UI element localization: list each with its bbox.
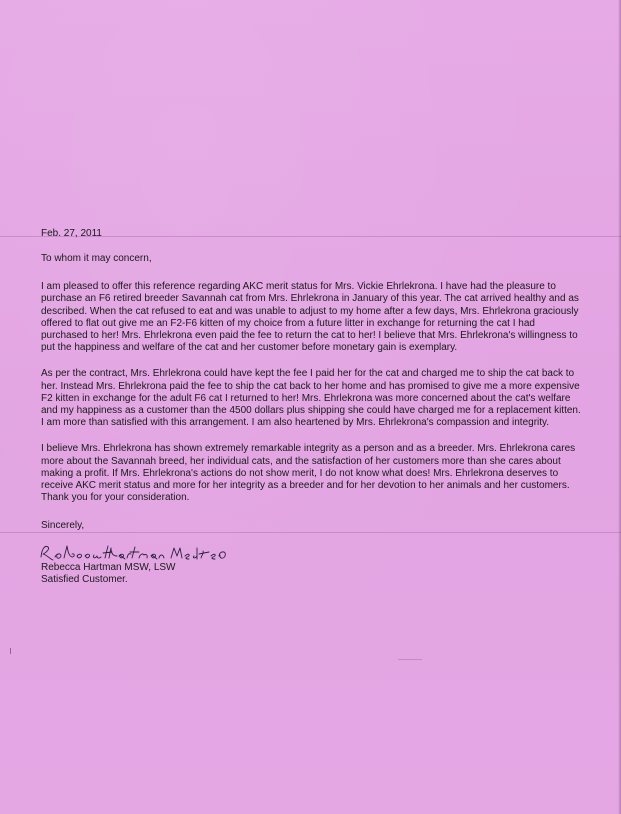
handwritten-signature (41, 542, 581, 562)
letter-date: Feb. 27, 2011 (41, 228, 102, 239)
scan-speck (398, 659, 422, 660)
letter-closing: Sincerely, (41, 520, 85, 532)
signer-title: Satisfied Customer. (41, 573, 128, 585)
signer-name: Rebecca Hartman MSW, LSW (41, 561, 176, 573)
scan-speck (10, 648, 11, 654)
letter-paragraph-2: As per the contract, Mrs. Ehrlekrona could have kept the fee I paid her for the cat and charged me to ship the cat back to her. Instead Mrs. Ehrlekrona paid the fee to ship the cat back to her home and has promised to give me a more expensive F2 kitten in exchange for the adult F6 cat I returned to her! Mrs. Ehrlekrona was more concerned about the cat's welfare and my happiness as a customer than the 4500 dollars plus shipping she could have charged me for a replacement kitten. I am more than satisfied with this arrangement. I am also heartened by Mrs. Ehrlekrona's compassion and integrity. (41, 368, 581, 429)
letter-body (41, 228, 581, 586)
letter-paragraph-1: I am pleased to offer this reference regarding AKC merit status for Mrs. Vickie Ehrlekrona. I have had the pleasure to purchase an F6 retired breeder Savannah cat from Mrs. Ehrlekrona in January of this year. The cat arrived healthy and as described. When the cat refused to eat and was unable to adjust to my home after a few days, Mrs. Ehrlekrona graciously offered to flat out give me an F2-F6 kitten of my choice from a future litter in exchange for returning the cat I had purchased to her! Mrs. Ehrlekrona even paid the fee to return the cat to her! I believe that Mrs. Ehrlekrona's willingness to put the happiness and welfare of the cat and her customer before monetary gain is exemplary. (41, 281, 579, 354)
signature-scribble (39, 542, 239, 564)
letter-salutation: To whom it may concern, (41, 253, 152, 264)
letter-paragraph-3: I believe Mrs. Ehrlekrona has shown extremely remarkable integrity as a person and as a breeder. Mrs. Ehrlekrona cares more about the Savannah breed, her individual cats, and the satisfaction of her customers more than she cares about making a profit. If Mrs. Ehrlekrona's actions do not show merit, I do not know what does! Mrs. Ehrlekrona deserves to receive AKC merit status and more for her integrity as a breeder and for her devotion to her animals and her customers. Thank you for your consideration. (41, 443, 576, 504)
